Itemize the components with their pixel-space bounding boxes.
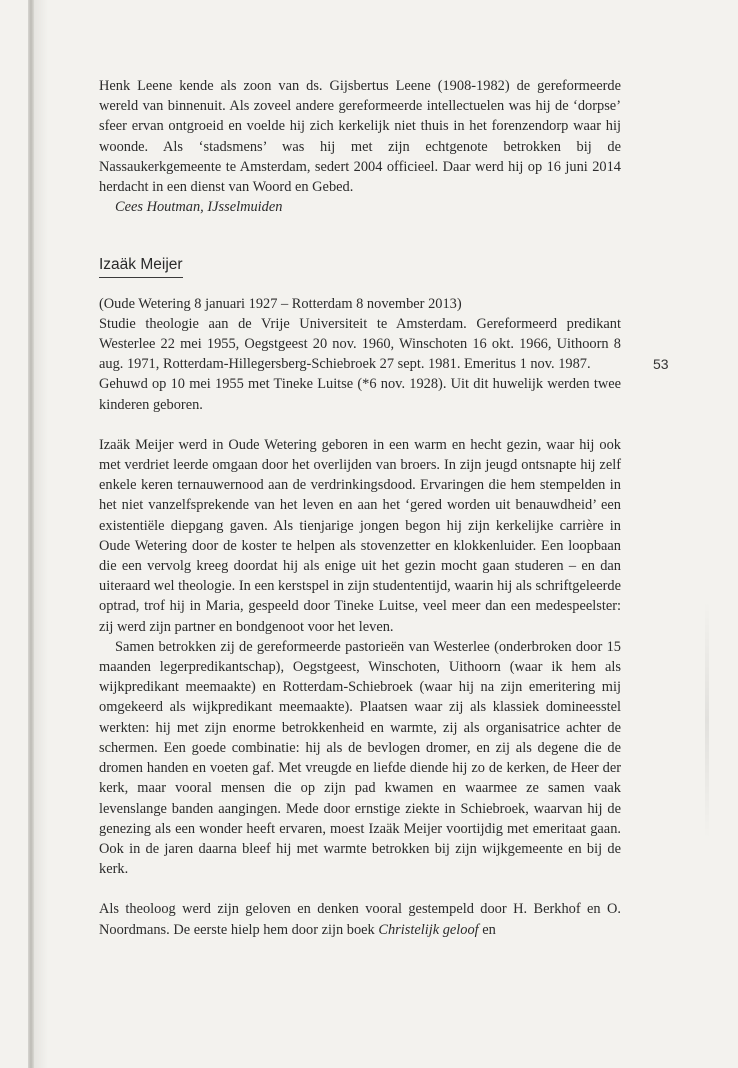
closing-text-end: en [478, 921, 496, 938]
book-title: Christelijk geloof [378, 921, 479, 938]
author-credit: Cees Houtman, IJsselmuiden [115, 199, 283, 216]
paragraph-gap [99, 415, 621, 435]
bleed-through-shadow [705, 600, 709, 840]
body-paragraph: Izaäk Meijer werd in Oude Wetering geboren in een warm en hecht gezin, waar hij ook met verdriet leerde omgaan door het overlijden van broers. In zijn jeugd ontsnapte hij zelf enkele keren ternauwernood aan de verdrinkingsdood. Ervaringen die hem stempelden in het niet vanzelfsprekende van het leven en aan het ‘gered worden uit benauwdheid’ een existentiële diepgang gaven. Als tienjarige jongen begon hij zijn kerkelijke carrière in Oude Wetering door de koster te helpen als stovenzetter en klokkenluider. Een loopbaan die een vervolg kreeg doordat hij als enige uit het gezin mocht gaan studeren – en dan uiteraard wel theologie. In een kerstspel in zijn studententijd, waarin hij als schriftgeleerde optrad, trof hij in Maria, gespeeld door Tineke Luitse, veel meer dan een medespeelster: zij werd zijn partner en bondgenoot voor het leven. [99, 436, 621, 635]
bio-dates: (Oude Wetering 8 januari 1927 – Rotterdam 8 november 2013) [99, 295, 462, 312]
main-text [99, 76, 621, 940]
paragraph-gap [99, 879, 621, 899]
intro-paragraph: Henk Leene kende als zoon van ds. Gijsbertus Leene (1908-1982) de gereformeerde wereld van binnenuit. Als zoveel andere gereformeerde intellectuelen was hij de ‘dorpse’ sfeer ervan ontgroeid en voelde hij zich kerkelijk niet thuis in het forenzendorp waar hij woonde. Als ‘stadsmens’ was hij met zijn echtgenote betrokken bij de Nassaukerkgemeente te Amsterdam, sedert 2004 officieel. Daar werd hij op 16 juni 2014 herdacht in een dienst van Woord en Gebed. [99, 78, 621, 196]
page-number: 53 [653, 356, 669, 372]
body-paragraph: Samen betrokken zij de gereformeerde pastorieën van Westerlee (onderbroken door 15 maanden legerpredikantschap), Oegstgeest, Winschoten, Uithoorn (waar ik hem als wijkpredikant meemaakte) en Rotterdam-Schiebroek (waar hij na zijn emeritering mij omgekeerd als wijkpredikant meemaakte). Plaatsen waar zij als klassiek domineesstel werkten: hij met zijn enorme betrokkenheid en warmte, zij als organisatrice achter de schermen. Een goede combinatie: hij als de bevlogen dromer, en zij als degene die de dromen handen en voeten gaf. Met vreugde en liefde diende hij zo de kerken, de Heer der kerk, maar vooral mensen die op zijn pad kwamen en waarmee ze samen vaak levenslange banden aangingen. Mede door ernstige ziekte in Schiebroek, waarvan hij de genezing als een wonder heeft ervaren, moest Izaäk Meijer voortijdig met emeritaat gaan. Ook in de jaren daarna bleef hij met warmte betrokken bij zijn wijkgemeente en bij de kerk. [99, 638, 621, 878]
section-heading: Izaäk Meijer [99, 255, 183, 277]
spine-shadow [34, 0, 48, 1068]
bio-career: Studie theologie aan de Vrije Universiteit te Amsterdam. Gereformeerd predikant Westerlee 22 mei 1955, Oegstgeest 20 nov. 1960, Winschoten 16 okt. 1966, Uithoorn 8 aug. 1971, Rotterdam-Hillegersberg-Schiebroek 27 sept. 1981. Emeritus 1 nov. 1987. [99, 315, 621, 373]
closing-paragraph [99, 899, 621, 939]
bio-marriage: Gehuwd op 10 mei 1955 met Tineke Luitse (*6 nov. 1928). Uit dit huwelijk werden twee kinderen geboren. [99, 376, 621, 413]
closing-text: Als theoloog werd zijn geloven en denken vooral gestempeld door H. Berkhof en O. Noordmans. De eerste hielp hem door zijn boek [99, 901, 621, 938]
